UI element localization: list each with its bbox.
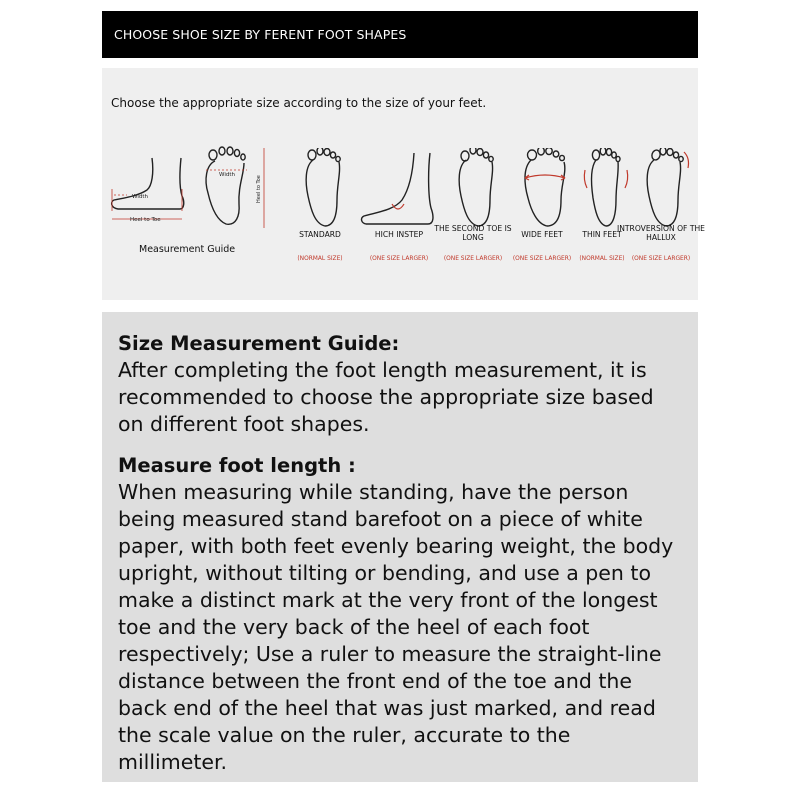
shape-note: (ONE SIZE LARGER)	[443, 256, 503, 262]
shape-note: (ONE SIZE LARGER)	[631, 256, 691, 262]
side-heel-label: Heel to Toe	[130, 217, 161, 223]
measurement-guide-label: Measurement Guide	[139, 244, 236, 255]
side-width-label: Width	[132, 194, 148, 200]
high-instep-foot-icon	[358, 148, 448, 228]
size-guide-paragraph: After completing the foot length measurement, it is recommended to choose the appropriate size based on different foot shapes.	[118, 358, 654, 436]
shape-name: HICH INSTEP	[374, 230, 424, 239]
shape-note: (ONE SIZE LARGER)	[512, 256, 572, 262]
shape-hallux-introversion	[617, 148, 705, 298]
shape-note: (NORMAL SIZE)	[579, 256, 625, 262]
top-width-label: Width	[219, 172, 235, 178]
foot-shape-diagram	[102, 68, 705, 300]
diagram-intro: Choose the appropriate size according to the size of your feet.	[111, 96, 487, 110]
measurement-text-panel	[102, 312, 698, 782]
shape-high-instep	[364, 148, 434, 298]
measure-length-paragraph: When measuring while standing, have the person being measured stand barefoot on a piece of white paper, with both feet evenly bearing weight, the body upright, without tilting or bending, and use a pen to make a distinct mark at the very front of the longest toe and the very back of the heel of each foot respectively; Use a ruler to measure the straight-line distance between the front end of the toe and the back end of the heel that was just marked, and read the scale value on the ruler, accurate to the millimeter.	[118, 480, 674, 774]
standard-foot-icon	[285, 148, 355, 228]
size-guide-heading: Size Measurement Guide:	[118, 332, 400, 355]
measurement-guide-illustration	[102, 68, 282, 268]
shape-second-toe-long	[434, 148, 512, 298]
side-foot-icon	[112, 158, 184, 209]
measure-length-heading: Measure foot length :	[118, 454, 356, 477]
shape-name: WIDE FEET	[521, 230, 563, 239]
shape-name: THIN FEET	[582, 230, 622, 239]
page-header	[102, 11, 698, 58]
shape-standard	[285, 148, 355, 298]
top-heel-label: Heel to Toe	[256, 175, 262, 203]
shape-name: STANDARD	[299, 230, 341, 239]
shape-name: THE SECOND TOE IS LONG	[434, 224, 512, 242]
second-toe-foot-icon	[438, 148, 508, 228]
hallux-foot-icon	[626, 148, 696, 228]
shape-name: INTROVERSION OF THE HALLUX	[617, 224, 705, 242]
shape-note: (NORMAL SIZE)	[297, 256, 343, 262]
shape-note: (ONE SIZE LARGER)	[369, 256, 429, 262]
top-foot-icon	[206, 147, 245, 224]
header-title: CHOOSE SHOE SIZE BY FERENT FOOT SHAPES	[114, 27, 407, 42]
